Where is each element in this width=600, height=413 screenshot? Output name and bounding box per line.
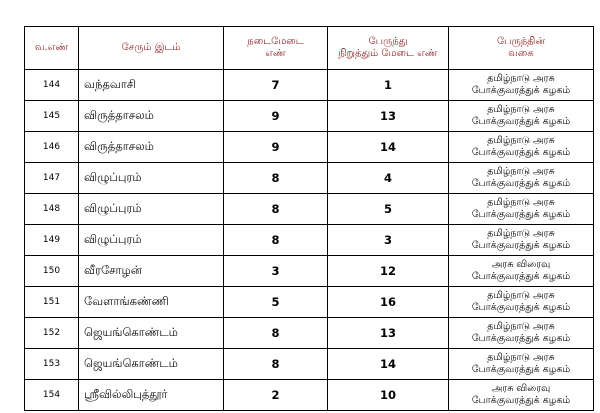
bus-stop-number-cell: 3 [328, 225, 449, 256]
platform-number-cell: 8 [224, 349, 328, 380]
table-row [25, 256, 594, 287]
bus-type-cell [449, 256, 594, 287]
bus-type-cell [449, 349, 594, 380]
bus-type-cell [449, 101, 594, 132]
bus-stop-number-cell: 10 [328, 380, 449, 411]
serial-number-cell: 154 [25, 380, 79, 411]
header-serial-number: வ.எண் [25, 27, 79, 70]
bus-type-line-2: போக்குவரத்துக் கழகம் [471, 85, 571, 96]
serial-number-cell: 147 [25, 163, 79, 194]
bus-type-line-1: தமிழ்நாடு அரசு [487, 73, 555, 84]
bus-stop-number-cell: 16 [328, 287, 449, 318]
bus-stop-number-cell: 12 [328, 256, 449, 287]
platform-number-cell: 9 [224, 132, 328, 163]
bus-type-line-1: தமிழ்நாடு அரசு [487, 352, 555, 363]
bus-type-line-2: போக்குவரத்துக் கழகம் [471, 147, 571, 158]
serial-number-cell: 148 [25, 194, 79, 225]
bus-type-cell [449, 194, 594, 225]
destination-cell: விருத்தாசலம் [79, 101, 224, 132]
table-row [25, 70, 594, 101]
header-destination: சேரும் இடம் [79, 27, 224, 70]
bus-type-cell [449, 380, 594, 411]
bus-stop-number-cell: 13 [328, 318, 449, 349]
platform-number-cell: 9 [224, 101, 328, 132]
table-row [25, 287, 594, 318]
bus-type-cell [449, 163, 594, 194]
destination-cell: விழுப்புரம் [79, 163, 224, 194]
platform-number-cell: 8 [224, 225, 328, 256]
table-row [25, 132, 594, 163]
destination-cell: வந்தவாசி [79, 70, 224, 101]
bus-type-line-2: போக்குவரத்துக் கழகம் [471, 302, 571, 313]
serial-number-cell: 146 [25, 132, 79, 163]
destination-cell: வேளாங்கண்ணி [79, 287, 224, 318]
table-row [25, 380, 594, 411]
bus-type-line-1: அரசு விரைவு [491, 383, 551, 394]
bus-type-line-2: போக்குவரத்துக் கழகம் [471, 116, 571, 127]
destination-cell: வீரசோழன் [79, 256, 224, 287]
destination-cell: ஸ்ரீவில்லிபுத்தூர் [79, 380, 224, 411]
serial-number-cell: 150 [25, 256, 79, 287]
bus-stop-number-cell: 4 [328, 163, 449, 194]
bus-type-line-1: தமிழ்நாடு அரசு [487, 104, 555, 115]
bus-type-line-1: தமிழ்நாடு அரசு [487, 135, 555, 146]
bus-type-line-1: அரசு விரைவு [491, 259, 551, 270]
serial-number-cell: 144 [25, 70, 79, 101]
bus-type-line-2: போக்குவரத்துக் கழகம் [471, 364, 571, 375]
header-bus-type: பேருந்தின் வகை [449, 27, 594, 70]
platform-number-cell: 8 [224, 318, 328, 349]
table-header-row [25, 27, 594, 70]
platform-number-cell: 7 [224, 70, 328, 101]
bus-type-cell [449, 225, 594, 256]
bus-type-line-2: போக்குவரத்துக் கழகம் [471, 333, 571, 344]
serial-number-cell: 145 [25, 101, 79, 132]
serial-number-cell: 152 [25, 318, 79, 349]
platform-number-cell: 2 [224, 380, 328, 411]
header-platform-number: நடைமேடை எண் [224, 27, 328, 70]
bus-type-line-2: போக்குவரத்துக் கழகம் [471, 240, 571, 251]
bus-type-line-2: போக்குவரத்துக் கழகம் [471, 271, 571, 282]
destination-cell: ஜெயங்கொண்டம் [79, 349, 224, 380]
bus-stop-number-cell: 1 [328, 70, 449, 101]
platform-number-cell: 3 [224, 256, 328, 287]
serial-number-cell: 153 [25, 349, 79, 380]
table-row [25, 194, 594, 225]
bus-type-line-1: தமிழ்நாடு அரசு [487, 228, 555, 239]
bus-stop-number-cell: 14 [328, 132, 449, 163]
bus-stop-number-cell: 14 [328, 349, 449, 380]
bus-type-cell [449, 287, 594, 318]
bus-type-line-2: போக்குவரத்துக் கழகம் [471, 395, 571, 406]
bus-type-cell [449, 132, 594, 163]
serial-number-cell: 151 [25, 287, 79, 318]
bus-type-line-1: தமிழ்நாடு அரசு [487, 290, 555, 301]
bus-type-line-1: தமிழ்நாடு அரசு [487, 197, 555, 208]
table-row [25, 318, 594, 349]
bus-type-line-2: போக்குவரத்துக் கழகம் [471, 209, 571, 220]
platform-number-cell: 5 [224, 287, 328, 318]
platform-number-cell: 8 [224, 163, 328, 194]
table-row [25, 101, 594, 132]
destination-cell: ஜெயங்கொண்டம் [79, 318, 224, 349]
table-row [25, 225, 594, 256]
bus-type-cell [449, 318, 594, 349]
bus-type-line-2: போக்குவரத்துக் கழகம் [471, 178, 571, 189]
bus-type-cell [449, 70, 594, 101]
table-row [25, 163, 594, 194]
bus-type-line-1: தமிழ்நாடு அரசு [487, 321, 555, 332]
bus-type-line-1: தமிழ்நாடு அரசு [487, 166, 555, 177]
platform-number-cell: 8 [224, 194, 328, 225]
destination-cell: விருத்தாசலம் [79, 132, 224, 163]
bus-stop-number-cell: 13 [328, 101, 449, 132]
destination-cell: விழுப்புரம் [79, 225, 224, 256]
serial-number-cell: 149 [25, 225, 79, 256]
header-bus-stop-number: பேருந்து நிறுத்தும் மேடை எண் [328, 27, 449, 70]
bus-stop-number-cell: 5 [328, 194, 449, 225]
destination-cell: விழுப்புரம் [79, 194, 224, 225]
bus-stand-table [24, 26, 594, 411]
table-row [25, 349, 594, 380]
